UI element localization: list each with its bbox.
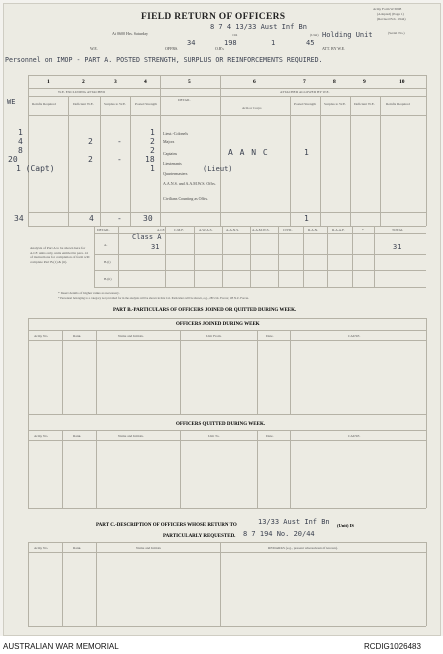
serial-no-label: (Serial No.) — [388, 31, 405, 35]
form-ref-2: (Adapted) (Page 1) — [377, 12, 404, 16]
quitted-head-rank: Rank. — [73, 434, 82, 438]
part-c-date-typed: 8 7 194 No. 20/44 — [243, 530, 315, 538]
subhead-arm: Arm or Corps — [242, 106, 262, 110]
analysis-head-civil: CIVIL — [283, 228, 293, 232]
grid-line — [68, 96, 69, 226]
unit-label: (Unit) — [310, 33, 319, 37]
grid-line — [94, 287, 426, 288]
grid-line — [290, 330, 291, 414]
part-c-unit-typed: 13/33 Aust Inf Bn — [258, 518, 330, 526]
col-number-10: 10 — [399, 79, 405, 85]
grid-line — [257, 430, 258, 508]
surplus-row-5: - — [117, 155, 122, 164]
grid-line — [28, 414, 426, 415]
col-number-4: 4 — [144, 79, 147, 85]
grid-line — [28, 88, 426, 89]
quitted-title: OFFICERS QUITTED DURING WEEK. — [176, 422, 266, 427]
grid-line — [28, 542, 29, 626]
arm-typed: A A N C — [228, 148, 269, 157]
part-c-head-rank: Rank. — [73, 546, 82, 550]
analysis-head-detail: DETAIL — [97, 228, 110, 232]
col-number-5: 5 — [188, 79, 191, 85]
part-c-line2: PARTICULARLY REQUESTED. — [163, 534, 236, 539]
quitted-head-unit: Unit To. — [208, 434, 220, 438]
grid-line — [28, 552, 426, 553]
analysis-row-bii: B.(ii) — [104, 277, 112, 281]
analysis-head-aif: A.I.F. — [157, 228, 165, 232]
ors-value: 198 — [224, 39, 237, 47]
subhead-att-reinf: Reinfts Required — [386, 102, 410, 106]
total-deficient: 4 — [89, 214, 94, 223]
posted-row-5: 1 — [150, 164, 155, 173]
footer-id: RCDIG1026483 — [364, 642, 421, 651]
form-ref-1: Army Form W.3008 — [373, 7, 402, 11]
reinf-row-4: 20 — [8, 155, 18, 164]
grid-line — [28, 115, 426, 116]
analysis-head-raaf: R.A.A.F. — [332, 228, 345, 232]
analysis-head-aamws: A.A.M.W.S. — [252, 228, 270, 232]
grid-line — [165, 226, 166, 287]
subhead-att-posted: Posted Strength — [294, 102, 317, 106]
grid-line — [94, 226, 95, 287]
grid-line — [96, 542, 97, 626]
grid-line — [28, 430, 426, 431]
col-number-2: 2 — [82, 79, 85, 85]
grid-line — [426, 318, 427, 414]
grid-line — [28, 330, 426, 331]
analysis-head-awas: A.W.A.S. — [199, 228, 213, 232]
offrs-value: 34 — [187, 39, 196, 47]
analysis-head-total: TOTAL — [392, 228, 404, 232]
joined-head-date: Date. — [266, 334, 274, 338]
grid-line — [28, 318, 426, 319]
analysis-row-bi: B.(i) — [104, 260, 111, 264]
lieut-typed: (Lieut) — [203, 165, 233, 173]
detail-aans: A.A.N.S. and A.A.M.W.S. Offrs. — [163, 181, 216, 186]
grid-line — [94, 270, 426, 271]
detail-lt-col: Lieut.-Colonels — [163, 131, 188, 136]
deficient-row-3: 2 — [88, 137, 93, 146]
grid-line — [222, 226, 223, 287]
footer-source: AUSTRALIAN WAR MEMORIAL — [3, 642, 119, 651]
subhead-att-surplus: Surplus to W.E. — [324, 102, 346, 106]
subhead-detail: DETAIL — [178, 98, 191, 102]
grid-line — [250, 226, 251, 287]
subhead-surplus: Surplus to W.E. — [104, 102, 126, 106]
detail-majors: Majors — [163, 139, 175, 144]
grid-line — [28, 542, 426, 543]
part-c-head-remarks: REMARKS (e.g., present whereabouts if known). — [268, 546, 338, 550]
total-surplus: - — [117, 214, 122, 223]
grid-line — [278, 226, 279, 287]
joined-head-cause: CAUSE. — [348, 334, 361, 338]
col-number-8: 8 — [333, 79, 336, 85]
posted-row-1: 1 — [150, 128, 155, 137]
col-number-3: 3 — [114, 79, 117, 85]
form-ref-3: (Revised Feb. 1944) — [377, 17, 406, 21]
analysis-footnote-2: * Personnel belonging to a category not provided for in the analysis will be shown in this Col. Particulars will be shown, e.g., 2B U.K. Forces; 1B N.Z. Forces. — [58, 296, 249, 300]
analysis-note: Analysis of Part A to be shown here for A.I.F. units only, units entitled in para. 41 of instructions for completion of form will complete Part B.(1) & (ii). — [30, 246, 90, 264]
analysis-total-typed: 31 — [393, 243, 402, 251]
grid-line — [28, 96, 426, 97]
detail-civilians: Civilians Counting as Offrs. — [163, 196, 209, 201]
grid-line — [28, 340, 426, 341]
grid-line — [426, 414, 427, 508]
subhead-posted: Posted Strength — [135, 102, 158, 106]
analysis-head-aans: A.A.N.S. — [226, 228, 240, 232]
grid-line — [28, 626, 426, 627]
part-b-title: PART B.-PARTICULARS OF OFFICERS JOINED OR QUITTED DURING WEEK. — [113, 308, 297, 313]
col-number-6: 6 — [253, 79, 256, 85]
grid-line — [28, 75, 29, 226]
attached-allowed-heading: ATTACHED ALLOWED BY W.E. — [280, 90, 330, 94]
quitted-head-armyno: Army No. — [34, 434, 49, 438]
attached-posted-typed: 1 — [304, 148, 309, 157]
unit-typed: Holding Unit — [322, 31, 373, 39]
grid-line — [28, 226, 426, 227]
grid-line — [100, 96, 101, 226]
grid-line — [94, 254, 426, 255]
grid-line — [426, 75, 427, 226]
subhead-deficient: Deficient W.E. — [73, 102, 94, 106]
grid-line — [380, 96, 381, 226]
col-number-7: 7 — [303, 79, 306, 85]
posted-row-2: 2 — [150, 137, 155, 146]
grid-line — [62, 430, 63, 508]
total-reinf: 34 — [14, 214, 24, 223]
offrs-label: OFFRS. — [165, 46, 179, 51]
grid-line — [28, 440, 426, 441]
quitted-head-cause: CAUSE. — [348, 434, 361, 438]
part-a-heading: Personnel on IMOP - PART A. POSTED STRENGTH, SURPLUS OR REINFORCEMENTS REQUIRED. — [5, 56, 323, 64]
grid-line — [257, 330, 258, 414]
grid-line — [426, 542, 427, 626]
grid-line — [130, 96, 131, 226]
grid-line — [28, 508, 426, 509]
grid-line — [320, 96, 321, 226]
deficient-row-5: 2 — [88, 155, 93, 164]
surplus-row-3: - — [117, 137, 122, 146]
analysis-footnote-1: * Insert details of higher ranks as necessary. — [58, 291, 120, 295]
total-posted: 30 — [143, 214, 153, 223]
ors-label: O.R's — [215, 46, 224, 51]
joined-head-armyno: Army No. — [34, 334, 49, 338]
part-c-head-armyno: Army No. — [34, 546, 49, 550]
grid-line — [96, 330, 97, 414]
att-ors-value: 45 — [306, 39, 315, 47]
analysis-head-cmf: C.M.F. — [174, 228, 184, 232]
col-number-1: 1 — [47, 79, 50, 85]
grid-line — [28, 318, 29, 414]
grid-line — [290, 96, 291, 226]
att-by-label: ATT. BY W.E. — [322, 46, 346, 51]
grid-line — [160, 75, 161, 226]
grid-line — [118, 226, 119, 287]
part-c-title: PART C.-DESCRIPTION OF OFFICERS WHOSE RETURN TO — [96, 523, 237, 528]
grid-line — [28, 212, 426, 213]
grid-line — [96, 430, 97, 508]
we-excluding-heading: W.E. EXCLUDING ATTACHED — [58, 90, 106, 94]
joined-title: OFFICERS JOINED DURING WEEK — [176, 322, 260, 327]
detail-captains: Captains — [163, 151, 177, 156]
grid-line — [62, 330, 63, 414]
analysis-head-star: * — [362, 228, 364, 232]
year-label: 194 — [232, 33, 238, 37]
at-hours-label: At 0600 Hrs. Saturday — [112, 31, 148, 36]
analysis-head-ran: R.A.N. — [308, 228, 319, 232]
grid-line — [62, 542, 63, 626]
att-offrs-value: 1 — [271, 39, 276, 47]
grid-line — [28, 414, 29, 508]
col-number-9: 9 — [363, 79, 366, 85]
grid-line — [352, 226, 353, 287]
grid-line — [180, 430, 181, 508]
we-label: W.E. — [90, 46, 98, 51]
form-title: FIELD RETURN OF OFFICERS — [141, 12, 286, 22]
subhead-reinf: Reinfts Required — [32, 102, 56, 106]
analysis-class-typed: Class A — [132, 233, 162, 241]
subhead-att-deficient: Deficient W.E. — [354, 102, 375, 106]
reinf-row-3: 8 — [18, 146, 23, 155]
detail-lieutenants: Lieutenants — [163, 161, 182, 166]
grid-line — [303, 226, 304, 287]
grid-line — [374, 226, 375, 287]
reinf-row-2: 4 — [18, 137, 23, 146]
grid-line — [350, 96, 351, 226]
joined-head-unit: Unit From. — [206, 334, 222, 338]
quitted-head-name: Name and Initials. — [118, 434, 144, 438]
grid-line — [194, 226, 195, 287]
grid-line — [220, 542, 221, 626]
grid-line — [28, 75, 426, 76]
part-c-title-end: (Unit) IS — [337, 523, 354, 528]
margin-mark-we: WE — [7, 98, 16, 106]
grid-line — [180, 330, 181, 414]
reinf-row-1: 1 — [18, 128, 23, 137]
grid-line — [290, 430, 291, 508]
posted-row-3: 2 — [150, 146, 155, 155]
return-date-typed: 8 7 4 13/33 Aust Inf Bn — [210, 23, 307, 31]
grid-line — [220, 75, 221, 226]
analysis-aif-typed: 31 — [151, 243, 160, 251]
joined-head-name: Name and Initials. — [118, 334, 144, 338]
analysis-row-a: A. — [104, 243, 108, 247]
reinf-row-5: 1 (Capt) — [16, 164, 55, 173]
detail-quartermasters: Quartermasters — [163, 171, 188, 176]
part-c-head-name: Name and Initials — [136, 546, 161, 550]
posted-row-4: 18 — [145, 155, 155, 164]
total-attached: 1 — [304, 214, 309, 223]
quitted-head-date: Date. — [266, 434, 274, 438]
joined-head-rank: Rank. — [73, 334, 82, 338]
grid-line — [327, 226, 328, 287]
